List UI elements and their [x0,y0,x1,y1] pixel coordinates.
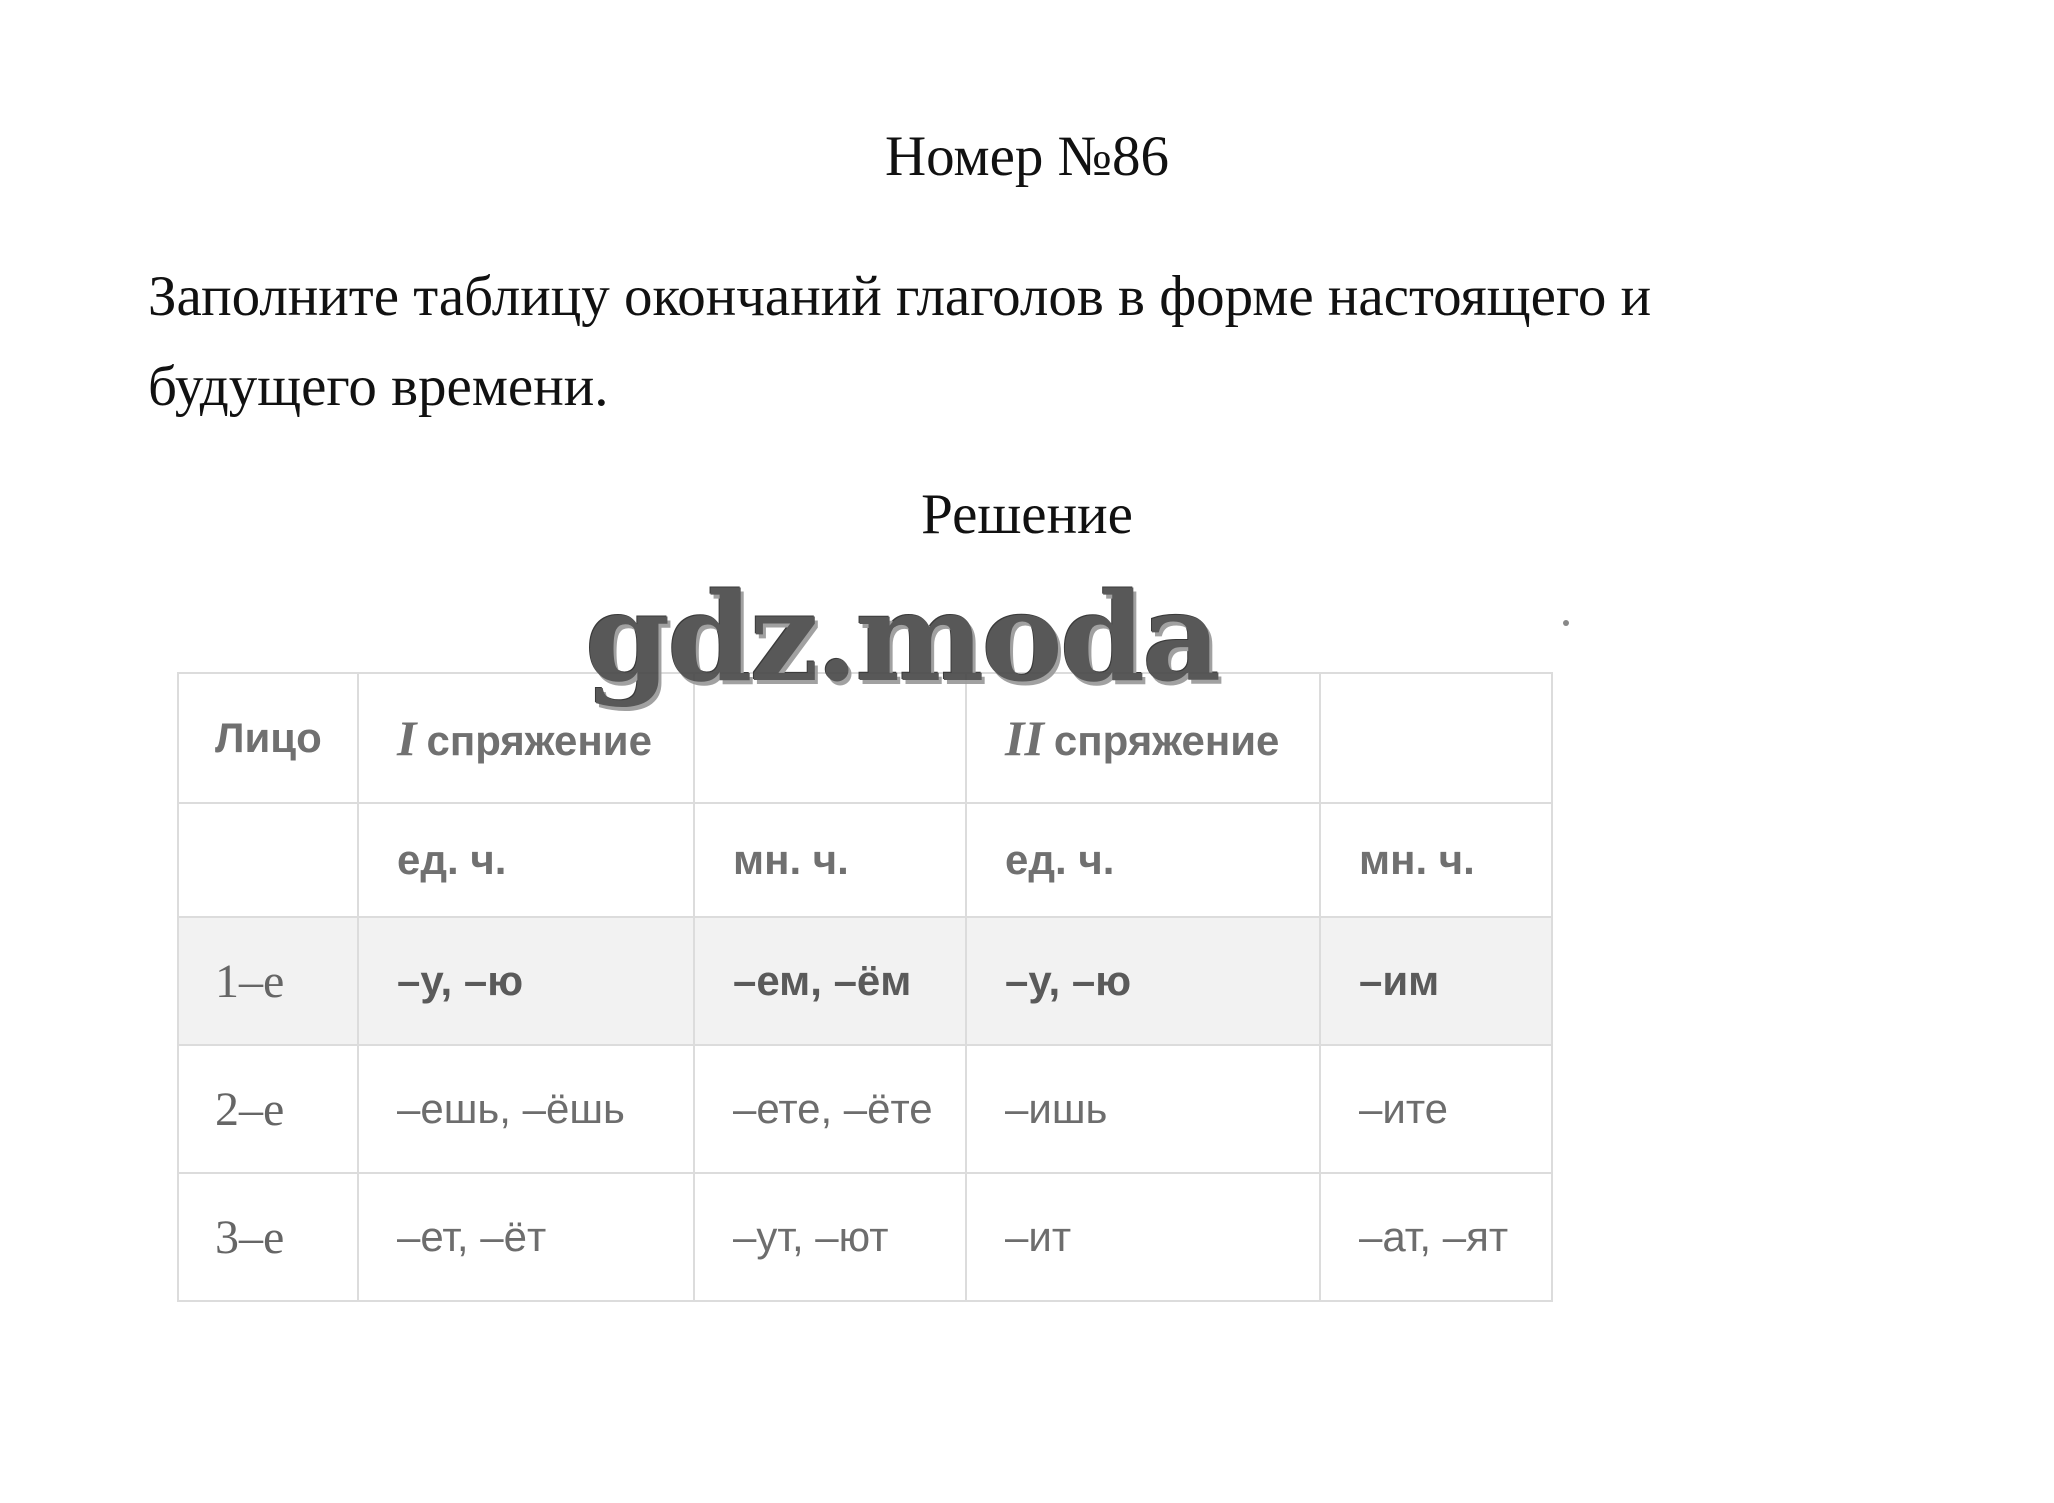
table-row [178,1045,1552,1173]
table-cell: –ут, –ют [694,1173,966,1301]
table-cell: –у, –ю [358,917,694,1045]
endings-table [177,672,1553,1302]
number-singular-1: ед. ч. [358,803,694,917]
table-cell: –ете, –ёте [694,1045,966,1173]
table-cell: –им [1320,917,1552,1045]
page-title: Номер №86 [884,125,1170,188]
header-person: Лицо [178,673,358,803]
number-plural-1: мн. ч. [694,803,966,917]
watermark-logo: gdz.moda [585,565,1219,709]
header-conjugation-label: спряжение [1053,717,1280,764]
number-plural-2: мн. ч. [1320,803,1552,917]
table-row [178,917,1552,1045]
table-cell: –ет, –ёт [358,1173,694,1301]
table-number-row [178,803,1552,917]
table-cell: –ат, –ят [1320,1173,1552,1301]
roman-numeral: I [397,710,417,766]
table-cell: –ишь [966,1045,1320,1173]
task-text: Заполните таблицу окончаний глаголов в форме настоящего и будущего времени. [148,265,1652,418]
person-cell: 1–е [178,917,358,1045]
decorative-dot [1563,620,1569,626]
solution-heading: Решение [921,483,1133,546]
person-cell: 2–е [178,1045,358,1173]
table-cell: –ите [1320,1045,1552,1173]
table-cell: –ем, –ём [694,917,966,1045]
table-cell: –ит [966,1173,1320,1301]
table-cell: –ешь, –ёшь [358,1045,694,1173]
number-singular-2: ед. ч. [966,803,1320,917]
header-conjugation-label: спряжение [426,717,652,764]
number-empty-cell [178,803,358,917]
header-empty-cell [1320,673,1552,803]
roman-numeral: II [1005,710,1044,766]
person-cell: 3–е [178,1173,358,1301]
table-row [178,1173,1552,1301]
table-cell: –у, –ю [966,917,1320,1045]
